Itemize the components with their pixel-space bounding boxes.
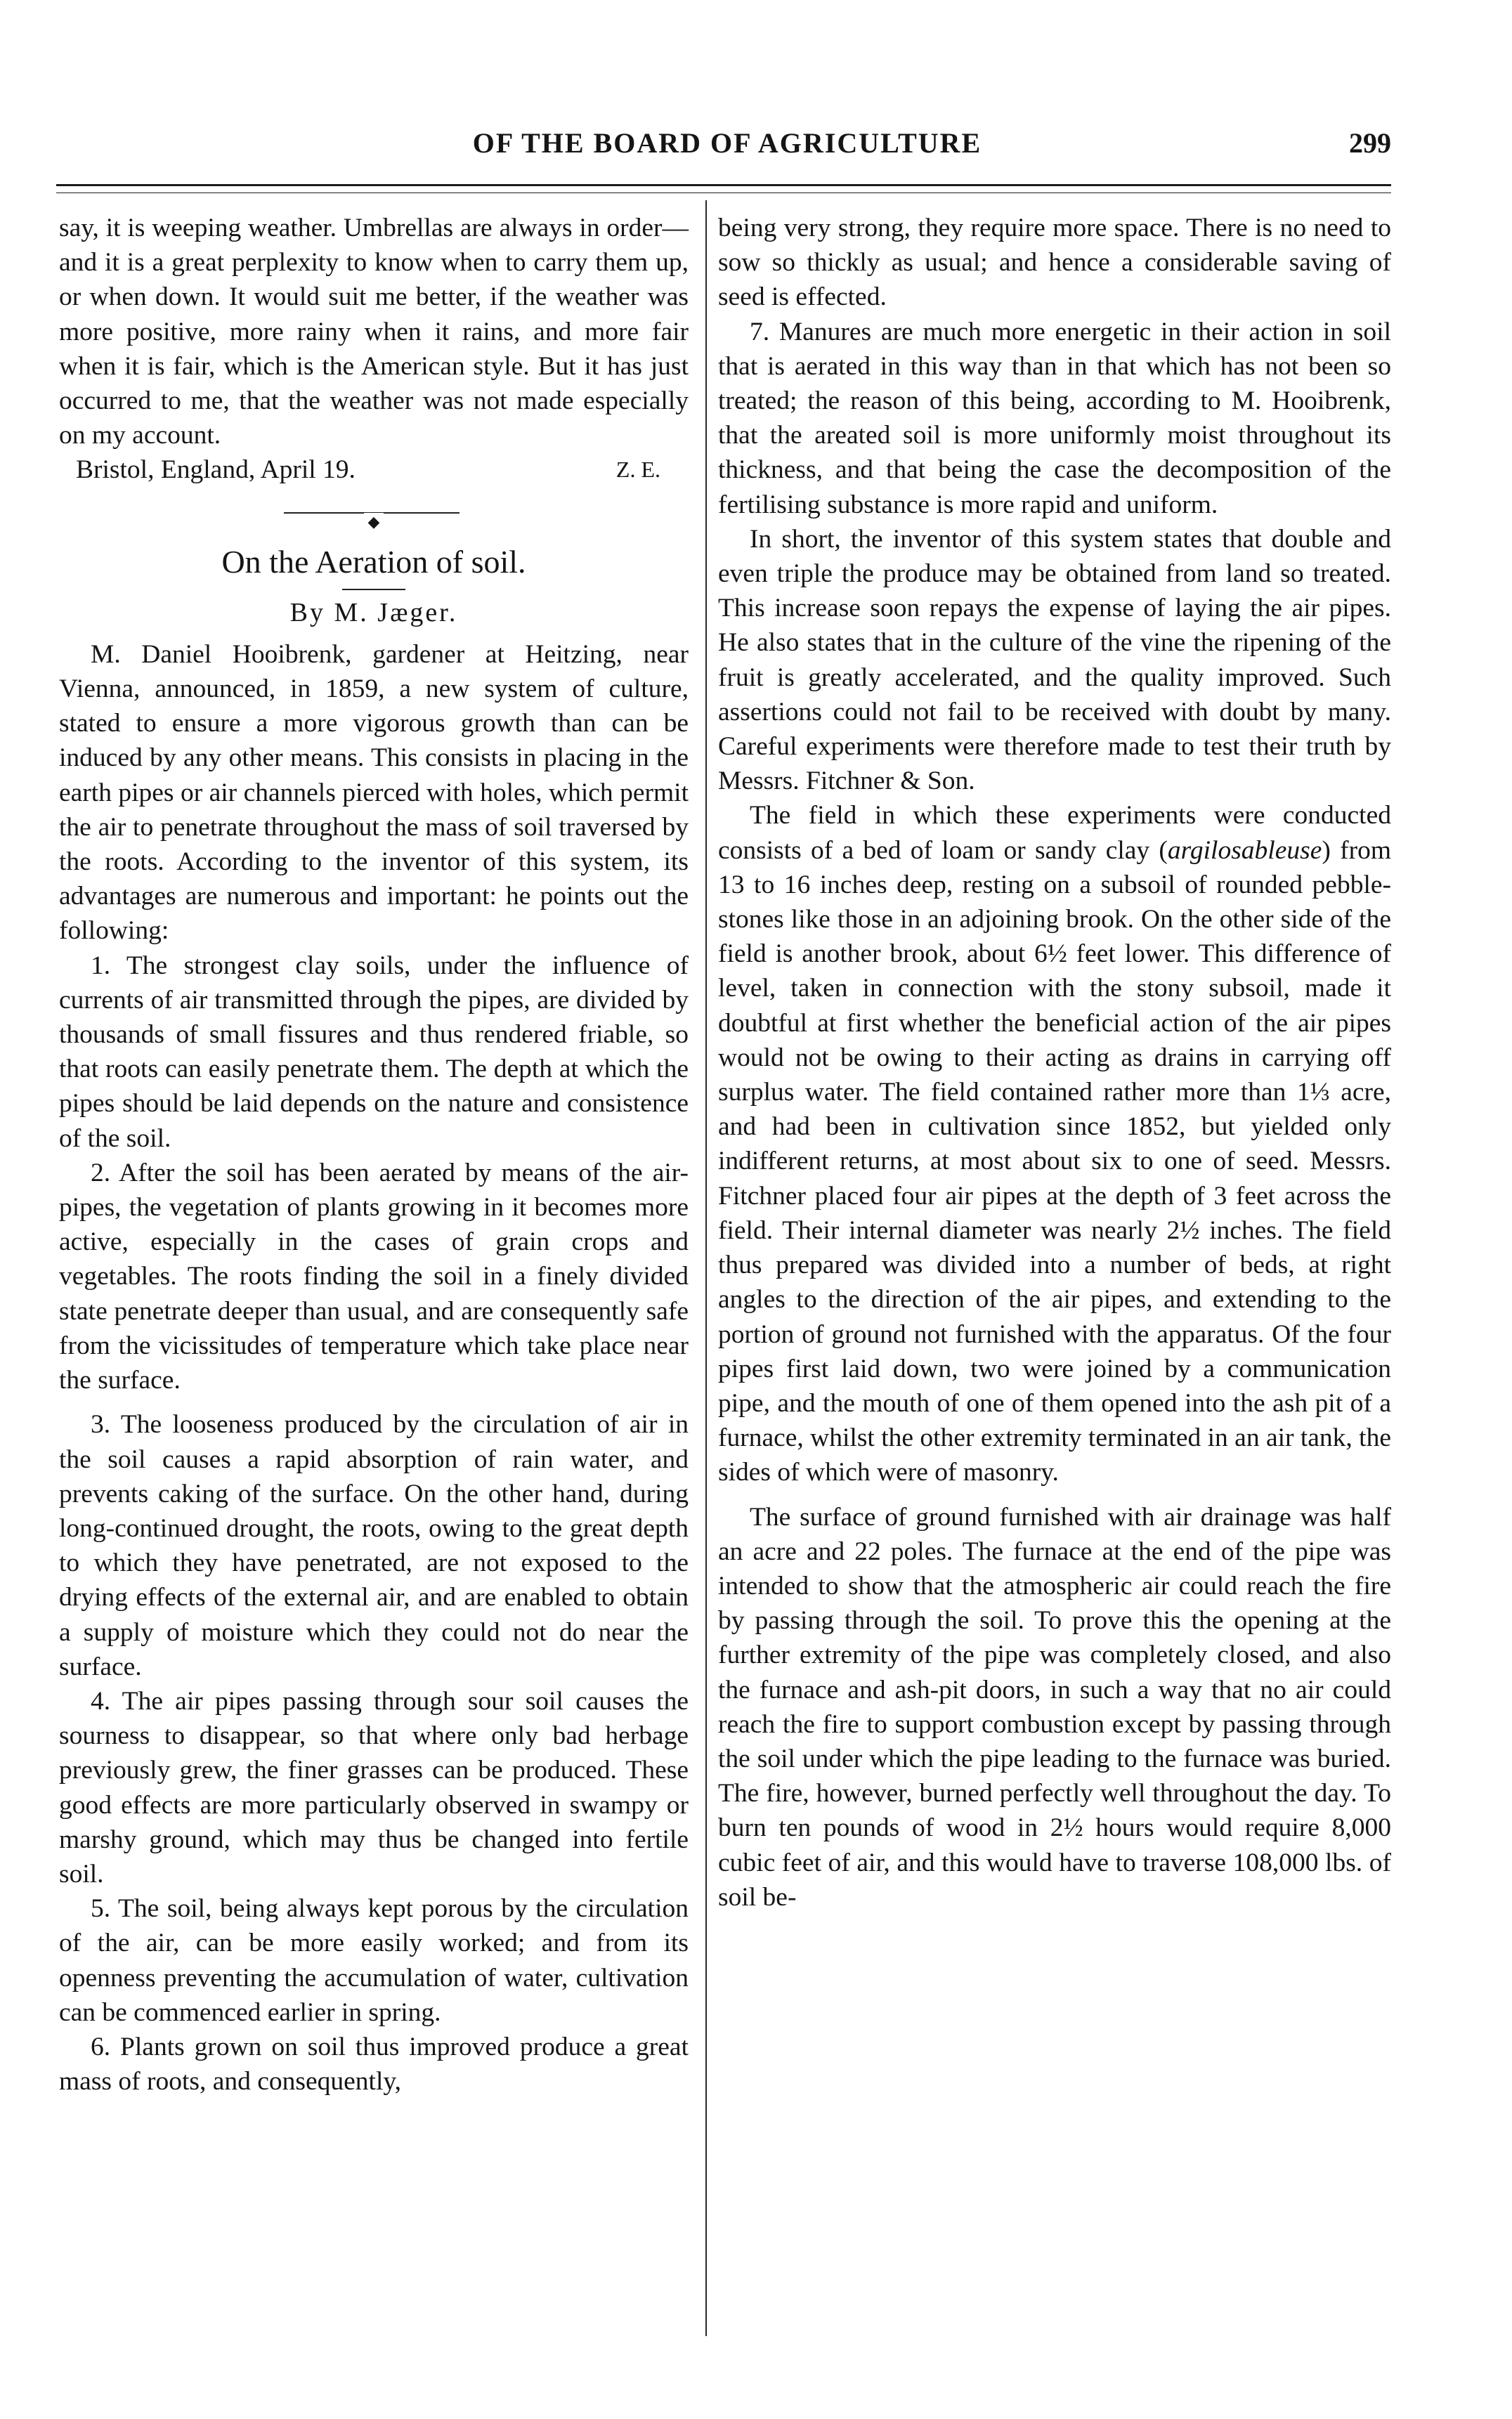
point-4: 4. The air pipes passing through sour soil causes the sourness to disappear, so that where only bad herbage previously grew, the finer grasses can be produced. These good effects are more particularly observed in swampy or marshy ground, which may thus be changed into fertile soil.	[59, 1686, 689, 1889]
intro-paragraph: M. Daniel Hooibrenk, gardener at Heitzing, near Vienna, announced, in 1859, a new system of culture, stated to ensure a more vigorous growth than can be induced by any other means. This consists in placing in the earth pipes or air channels pierced with holes, which permit the air to penetrate throughout the mass of soil traversed by the roots. According to the inventor of this system, its advantages are numerous and important: he points out the following:	[59, 639, 689, 946]
point-5: 5. The soil, being always kept porous by the circulation of the air, can be more easily worked; and from its openness preventing the accumulation of water, cultivation can be commenced earlier in spring.	[59, 1894, 689, 2027]
summary-paragraph: In short, the inventor of this system states that double and even triple the produce may be obtained from land so treated. This increase soon repays the expense of laying the air pipes. He also states that in the culture of the vine the ripening of the fruit is greatly accelerated, and the quality improved. Such assertions could not fail to be received with doubt by many. Careful experiments were therefore made to test their truth by Messrs. Fitchner & Son.	[718, 524, 1391, 796]
point-7: 7. Manures are much more energetic in their action in soil that is aerated in this way than in that which has not been so treated; the reason of this being, according to M. Hooibrenk, that the areated soil is more uniformly moist throughout its thickness, and that being the case the decomposition of the fertilising substance is more rapid and uniform.	[718, 317, 1391, 519]
section-divider	[59, 502, 689, 530]
point-1: 1. The strongest clay soils, under the influence of currents of air transmitted through the pipes, are divided by thousands of small fissures and thus rendered friable, so that roots can easily penetrate them. The depth at which the pipes should be laid depends on the nature and consistence of the soil.	[59, 951, 689, 1153]
signoff-initials: Z. E.	[615, 457, 660, 483]
running-head: OF THE BOARD OF AGRICULTURE	[472, 127, 982, 159]
surface-paragraph: The surface of ground furnished with air drainage was half an acre and 22 poles. The furnace at the end of the pipe was intended to show that the atmospheric air could reach the fire by passing through the soil. To prove this the opening at the further extremity of the pipe was completely closed, and also the furnace and ash-pit doors, in such a way that no air could reach the fire to support combustion except by passing through the soil under which the pipe leading to the furnace was buried. The fire, however, burned perfectly well throughout the day. To burn ten pounds of wood in 2½ hours would require 8,000 cubic feet of air, and this would have to traverse 108,000 lbs. of soil be-	[718, 1502, 1391, 1912]
article-title: On the Aeration of soil.	[221, 543, 526, 580]
point-2: 2. After the soil has been aerated by means of the air-pipes, the vegetation of plants growing in it becomes more active, especially in the cases of grain crops and vegetables. The roots finding the soil in a finely divided state penetrate deeper than usual, and are consequently safe from the vicissitudes of temperature which take place near the surface.	[59, 1158, 689, 1395]
title-rule	[342, 589, 405, 590]
signoff-place-date: Bristol, England, April 19.	[76, 455, 356, 485]
field-term-italic: argilosableuse	[1167, 835, 1322, 865]
field-paragraph	[718, 798, 1391, 1489]
point-3: 3. The looseness produced by the circulation of air in the soil causes a rapid absorption of rain water, and prevents caking of the surface. On the other hand, during long-continued drought, the roots, owing to the great depth to which they have penetrated, are not exposed to the drying effects of the external air, and are enabled to obtain a supply of moisture which they could not do near the surface.	[59, 1410, 689, 1681]
field-text-1: The field in which these experiments were conducted consists of a bed of loam or sandy clay (	[718, 801, 1391, 865]
letter-ending-paragraph: say, it is weeping weather. Umbrellas are always in order—and it is a great perplexity to know when to carry them up, or when down. It would suit me better, if the weather was more positive, more rainy when it rains, and more fair when it is fair, which is the American style. But it has just occurred to me, that the weather was not made especially on my account.	[59, 214, 689, 450]
letter-signoff	[59, 452, 689, 487]
spacer	[59, 1397, 689, 1407]
page-number: 299	[1349, 127, 1391, 159]
continued-paragraph: being very strong, they require more space. There is no need to sow so thickly as usual; and hence a considerable saving of seed is effected.	[718, 214, 1391, 312]
right-column	[718, 211, 1391, 1915]
point-6: 6. Plants grown on soil thus improved produce a great mass of roots, and consequently,	[59, 2032, 689, 2097]
header-rule	[56, 184, 1391, 186]
left-column	[59, 211, 689, 2099]
spacer	[718, 1490, 1391, 1500]
divider-bullet-icon: ◆	[364, 513, 384, 530]
field-text-2: ) from 13 to 16 inches deep, resting on a subsoil of rounded pebble-stones like those in an adjoining brook. On the other side of the field is another brook, about 6½ feet lower. This difference of level, taken in connection with the stony subsoil, made it doubtful at first whether the beneficial action of the air pipes would not be owing to their acting as drains in carrying off surplus water. The field contained rather more than 1⅓ acre, and had been in cultivation since 1852, but yielded only indifferent returns, at most about six to one of seed. Messrs. Fitchner placed four air pipes at the depth of 3 feet across the field. Their internal diameter was nearly 2½ inches. The field thus prepared was divided into a number of beds, at right angles to the direction of the air pipes, and extending to the portion of ground not furnished with the apparatus. Of the four pipes first laid down, two were joined by a communication pipe, and the mouth of one of them opened into the ash pit of a furnace, whilst the other extremity terminated in an air tank, the sides of which were of masonry.	[718, 835, 1391, 1487]
article-byline: By M. Jæger.	[289, 597, 458, 627]
page-header	[63, 126, 1391, 169]
column-divider	[705, 200, 707, 2336]
